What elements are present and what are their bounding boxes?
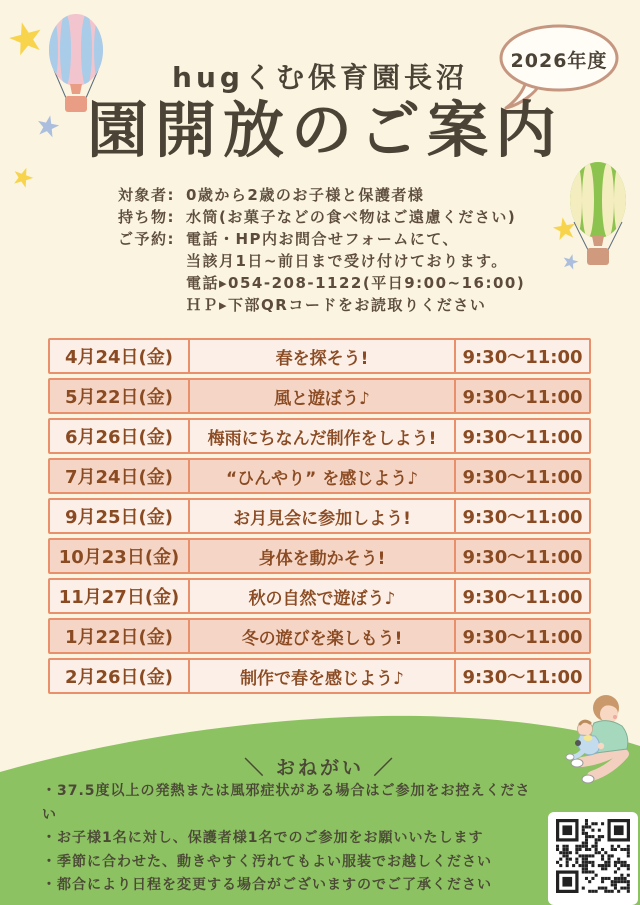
schedule-activity: 春を探そう! — [190, 340, 456, 372]
info-text: 電話▸054-208-1122(平日9:00~16:00) — [186, 274, 526, 292]
schedule-time: 9:30～11:00 — [462, 547, 583, 568]
schedule-date: 7月24日(金) — [50, 460, 190, 492]
schedule-activity: “ひんやり” を感じよう♪ — [190, 460, 456, 492]
info-text: 水筒(お菓子などの食べ物はご遠慮ください) — [186, 208, 517, 226]
note-item: ・お子様1名に対し、保護者様1名でのご参加をお願いいたします — [42, 830, 484, 846]
info-text: 電話・HP内お問合せフォームにて、 — [186, 230, 459, 248]
schedule-activity: 冬の遊びを楽しもう! — [190, 620, 456, 652]
table-row — [48, 418, 591, 454]
schedule-date: 4月24日(金) — [50, 340, 190, 372]
schedule-time: 9:30～11:00 — [462, 427, 583, 448]
schedule-date: 11月27日(金) — [50, 580, 190, 612]
schedule-date: 5月22日(金) — [50, 380, 190, 412]
info-text: 当該月1日~前日まで受け付けております。 — [186, 252, 508, 270]
schedule-activity: 身体を動かそう! — [190, 540, 456, 572]
schedule-activity: 秋の自然で遊ぼう♪ — [190, 580, 456, 612]
schedule-activity: 風と遊ぼう♪ — [190, 380, 456, 412]
info-label: 持ち物: — [118, 208, 175, 226]
schedule-date: 9月25日(金) — [50, 500, 190, 532]
schedule-date: 10月23日(金) — [50, 540, 190, 572]
table-row — [48, 618, 591, 654]
info-line — [118, 228, 588, 250]
table-row — [48, 338, 591, 374]
schedule-time: 9:30～11:00 — [462, 387, 583, 408]
note-item: ・季節に合わせた、動きやすく汚れてもよい服装でお越しください — [42, 853, 492, 870]
schedule-date: 1月22日(金) — [50, 620, 190, 652]
info-line — [118, 206, 588, 228]
qr-code — [548, 812, 638, 905]
table-row — [48, 458, 591, 494]
year-badge: 2026年度 — [510, 50, 608, 72]
schedule-date: 2月26日(金) — [50, 660, 190, 692]
schedule-activity: お月見会に参加しよう! — [190, 500, 456, 532]
info-label — [118, 272, 186, 294]
table-row — [48, 578, 591, 614]
note-item: ・37.5度以上の発熱または風邪症状がある場合はご参加をお控えください — [42, 783, 531, 823]
schedule-date: 6月26日(金) — [50, 420, 190, 452]
request-heading: ＼ おねがい ／ — [244, 757, 396, 779]
schedule-time: 9:30～11:00 — [462, 467, 583, 488]
school-name: hugくむ保育園長沼 — [172, 61, 468, 94]
schedule-time: 9:30～11:00 — [462, 627, 583, 648]
schedule-activity: 梅雨にちなんだ制作をしよう! — [190, 420, 456, 452]
info-line — [118, 272, 588, 294]
schedule-time: 9:30～11:00 — [462, 587, 583, 608]
schedule-table — [48, 338, 591, 698]
info-line — [118, 294, 588, 316]
info-label — [118, 294, 186, 316]
schedule-activity: 制作で春を感じよう♪ — [190, 660, 456, 692]
info-line — [118, 184, 588, 206]
request-notes — [42, 780, 542, 898]
star-icon — [8, 20, 44, 56]
info-line — [118, 250, 588, 272]
info-text: 0歳から2歳のお子様と保護者様 — [186, 186, 425, 204]
table-row — [48, 538, 591, 574]
table-row — [48, 658, 591, 694]
info-label: ご予約: — [118, 230, 175, 248]
info-label — [118, 250, 186, 272]
info-block — [118, 184, 588, 316]
star-icon — [12, 166, 34, 188]
info-label: 対象者: — [118, 186, 175, 204]
schedule-time: 9:30～11:00 — [462, 507, 583, 528]
schedule-time: 9:30～11:00 — [462, 347, 583, 368]
table-row — [48, 498, 591, 534]
note-item: ・都合により日程を変更する場合がございますのでご了承ください — [42, 877, 492, 893]
table-row — [48, 378, 591, 414]
info-text: ＨＰ▸下部QRコードをお読取りください — [186, 296, 487, 314]
page-title: 園開放のご案内 — [86, 95, 563, 166]
schedule-time: 9:30～11:00 — [462, 667, 583, 688]
